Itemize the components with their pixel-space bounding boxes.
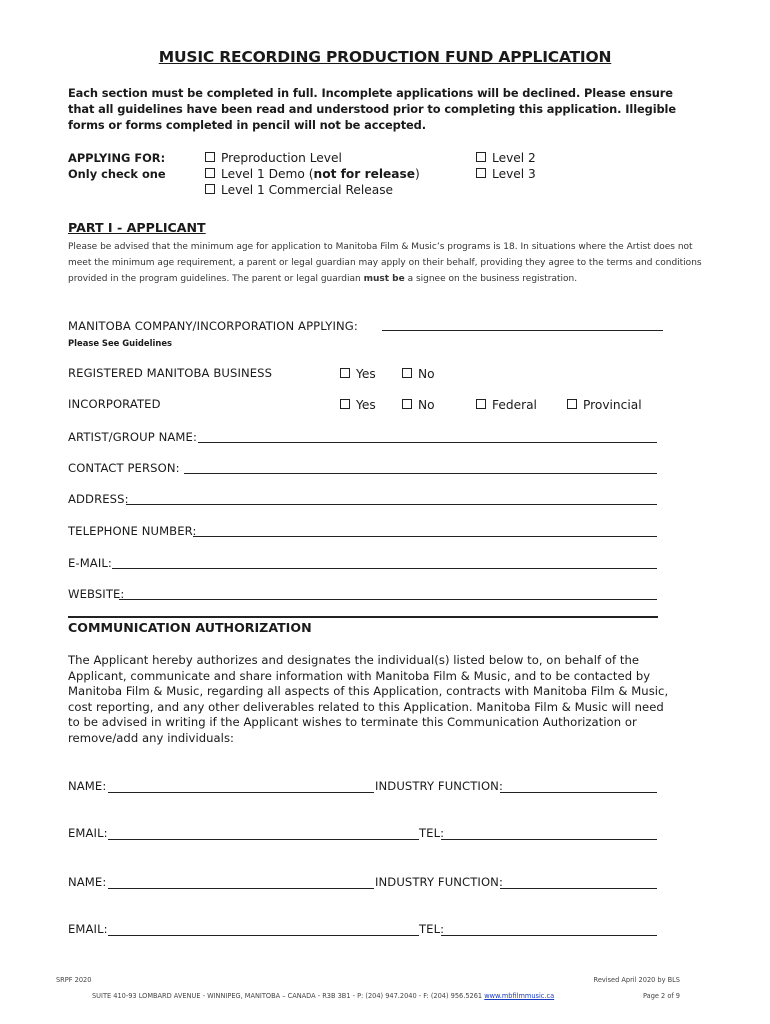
address-label: ADDRESS: [68,492,129,506]
option-level2-label: Level 2 [492,151,536,165]
applying-for-label: APPLYING FOR: [68,151,166,165]
contact2-email-label: EMAIL: [68,922,108,936]
contact2-industry-input-line[interactable] [500,888,657,889]
page-number: Page 2 of 9 [643,992,680,1000]
contact1-industry-input-line[interactable] [500,792,657,793]
page-title: MUSIC RECORDING PRODUCTION FUND APPLICATION [158,48,612,66]
contact1-email-label: EMAIL: [68,826,108,840]
contact2-name-label: NAME: [68,875,107,889]
option-demo-suffix: ) [415,167,420,181]
option-commercial-label: Level 1 Commercial Release [221,183,394,197]
incorporated-label: INCORPORATED [68,397,161,411]
option-level1-demo[interactable] [205,166,420,182]
website-label: WEBSITE: [68,587,125,601]
website-link[interactable]: www.mbfilmmusic.ca [484,992,555,1000]
note-text-a: Please be advised that the minimum age for application to Manitoba Film & Music’s programs is 18. In situations where the Artist does not meet the minimum age requirement, a parent or legal guardian may apply on their behalf, providing they agree to the terms and conditions provided in the program guidelines. The parent or legal guardian [68,242,702,284]
checkbox-level1-demo[interactable] [205,168,215,178]
checkbox-incorporated-yes[interactable] [340,399,350,409]
checkbox-registered-yes[interactable] [340,368,350,378]
footer-address-text: SUITE 410-93 LOMBARD AVENUE - WINNIPEG, MANITOBA – CANADA - R3B 3B1 - P: (204) 947.2040 - F: (204) 956.5261 [92,992,485,1000]
checkbox-federal[interactable] [476,399,486,409]
email-input-line[interactable] [112,568,657,569]
option-level3-label: Level 3 [492,167,536,181]
contact2-tel-label: TEL: [419,922,445,936]
checkbox-incorporated-no[interactable] [402,399,412,409]
contact2-industry-label: INDUSTRY FUNCTION: [375,875,503,889]
address-input-line[interactable] [126,504,657,505]
contact1-tel-label: TEL: [419,826,445,840]
communication-paragraph: The Applicant hereby authorizes and designates the individual(s) listed below to, on behalf of the Applicant, communicate and share information with Manitoba Film & Music, and to be contacted by Manitoba Film & Music, regarding all aspects of this Application, contracts with Manitoba Film & Music, cost reporting, and any other deliverables related to this Application. Manitoba Film & Music will need to be advised in writing if the Applicant wishes to terminate this Communication Authorization or remove/add any individuals: [68,653,669,745]
incorporated-federal[interactable] [476,397,537,413]
contact1-name-label: NAME: [68,779,107,793]
contact1-industry-label: INDUSTRY FUNCTION: [375,779,503,793]
only-check-one-label: Only check one [68,167,166,181]
website-input-line[interactable] [119,599,657,600]
option-level1-commercial[interactable] [205,182,393,198]
checkbox-level1-commercial[interactable] [205,184,215,194]
option-level3[interactable] [476,166,536,182]
note-text-b: a signee on the business registration. [404,274,578,284]
incorporated-no-label: No [418,398,435,412]
footer-address [92,992,554,1000]
registered-yes-label: Yes [356,367,376,381]
note-text-bold: must be [363,274,405,284]
option-demo-prefix: Level 1 Demo ( [221,167,314,181]
contact1-email-input-line[interactable] [108,839,419,840]
incorporated-provincial[interactable] [567,397,642,413]
registered-no[interactable] [402,366,435,382]
option-level2[interactable] [476,150,536,166]
company-guidelines-note: Please See Guidelines [68,338,172,348]
registered-no-label: No [418,367,435,381]
contact2-name-input-line[interactable] [108,888,374,889]
checkbox-level2[interactable] [476,152,486,162]
contact-person-label: CONTACT PERSON: [68,461,180,475]
telephone-input-line[interactable] [193,536,657,537]
federal-label: Federal [492,398,537,412]
contact1-name-input-line[interactable] [108,792,374,793]
contact2-email-input-line[interactable] [108,935,419,936]
checkbox-provincial[interactable] [567,399,577,409]
contact1-tel-input-line[interactable] [441,839,657,840]
provincial-label: Provincial [583,398,642,412]
incorporated-yes-label: Yes [356,398,376,412]
company-input-line[interactable] [382,330,663,331]
registered-business-label: REGISTERED MANITOBA BUSINESS [68,366,273,380]
option-preproduction[interactable] [205,150,342,166]
contact2-tel-input-line[interactable] [441,935,657,936]
age-requirement-note [68,239,704,287]
contact-person-input-line[interactable] [184,473,657,474]
communication-heading: COMMUNICATION AUTHORIZATION [68,620,312,635]
part1-heading: PART I - APPLICANT [68,220,206,235]
checkbox-preproduction[interactable] [205,152,215,162]
intro-instructions: Each section must be completed in full. Incomplete applications will be declined. Please ensure that all guidelines have been read and understood prior to completing this application. Illegible forms or forms completed in pencil will not be accepted. [68,86,676,132]
incorporated-yes[interactable] [340,397,376,413]
option-demo-bold: not for release [313,167,416,181]
checkbox-level3[interactable] [476,168,486,178]
telephone-label: TELEPHONE NUMBER: [68,524,197,538]
form-code: SRPF 2020 [56,976,92,984]
revision-note: Revised April 2020 by BLS [593,976,680,984]
checkbox-registered-no[interactable] [402,368,412,378]
registered-yes[interactable] [340,366,376,382]
incorporated-no[interactable] [402,397,435,413]
artist-group-label: ARTIST/GROUP NAME: [68,430,197,444]
email-label: E-MAIL: [68,556,112,570]
artist-group-input-line[interactable] [198,442,657,443]
section-divider [68,616,658,618]
option-preproduction-label: Preproduction Level [221,151,342,165]
company-label: MANITOBA COMPANY/INCORPORATION APPLYING: [68,319,358,333]
